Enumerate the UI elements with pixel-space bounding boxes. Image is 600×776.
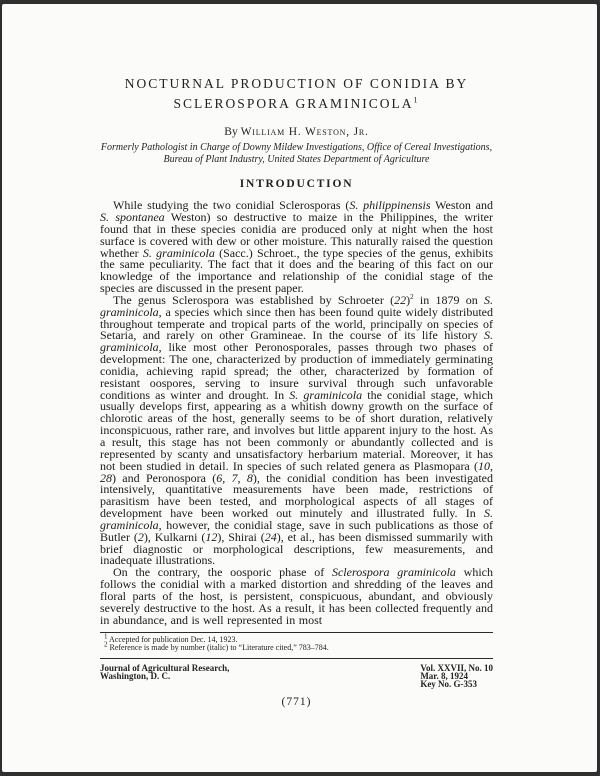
- paragraph-1: While studying the two conidial Sclerosporas (S. philippinensis Weston and S. spontanea Weston) so destructive to maize in the Philippines, the writer found that in these species conidia are produced only at night when the host surface is covered with dew or other moisture. This naturally raised the question whether S. graminicola (Sacc.) Schroet., the type species of the genus, exhibits the same peculiarity. The fact that it does and the bearing of this fact on our knowledge of the importance and relationship of the conidial stage of the species are discussed in the present paper.: [100, 198, 493, 296]
- page: [2, 4, 597, 772]
- volume-info: Vol. XXVII, No. 10: [420, 662, 493, 673]
- article-body: [100, 200, 493, 626]
- title-line-2: [100, 94, 493, 114]
- footer-left: [100, 664, 229, 688]
- section-heading-introduction: INTRODUCTION: [239, 178, 354, 191]
- title-line-1: NOCTURNAL PRODUCTION OF CONIDIA BY: [124, 76, 469, 91]
- journal-name: Journal of Agricultural Research,: [100, 662, 230, 673]
- paragraph-3: On the contrary, the oosporic phase of Sclerospora graminicola which follows the conidial with a marked distortion and shredding of the leaves and floral parts of the host, is persistent, conspicuous, abundant, and obviously severely destructive to the host. As a result, it has been collected frequently and in abundance, and is well represented in most: [100, 565, 493, 627]
- page-number: (771): [281, 695, 312, 708]
- footnote-1-marker: 1: [104, 631, 108, 640]
- author-name: William H. Weston, Jr.: [240, 126, 369, 139]
- footer-divider: [100, 658, 493, 659]
- title-footnote-ref: 1: [413, 95, 420, 105]
- date-info: Mar. 8, 1924: [420, 670, 468, 681]
- byline: [100, 126, 493, 138]
- footnotes: [100, 631, 493, 652]
- author-affiliation: Formerly Pathologist in Charge of Downy Mildew Investigations, Office of Cereal Investigations, Bureau of Plant Industry, United States Department of Agriculture: [100, 142, 493, 165]
- footnote-1-text: Accepted for publication Dec. 14, 1923.: [107, 634, 238, 644]
- footer-right: [420, 664, 493, 688]
- footnote-2-text: Reference is made by number (italic) to “Literature cited,” 783–784.: [107, 642, 329, 652]
- footnote-divider: [100, 632, 493, 633]
- journal-location: Washington, D. C.: [100, 670, 171, 681]
- article-content: [2, 74, 597, 708]
- page-footer: [100, 664, 493, 688]
- article-title: [100, 74, 493, 113]
- footnote-2-marker: 2: [104, 639, 108, 648]
- byline-prefix: By: [224, 126, 241, 139]
- title-line-2-text: SCLEROSPORA GRAMINICOLA: [173, 95, 414, 111]
- key-number: Key No. G-353: [420, 678, 478, 689]
- paragraph-2: The genus Sclerospora was established by Schroeter $(22)^2$ in 1879 on S. graminicola, a species which since then has been found quite widely distributed throughout temperate and tropical parts of the world, principally on species of Setaria, and rarely on other Gramineae. In the course of its life history S. graminicola, like most other Peronosporales, passes through two phases of development: The one, characterized by production of immediately germinating conidia, achieving rapid spread; the other, characterized by formation of resistant oospores, serving to insure survival through such unfavorable conditions as winter and drought. In S. graminicola the conidial stage, which usually develops first, appearing as a whitish downy growth on the surface of chlorotic areas of the host, generally seems to be of short duration, relatively inconspicuous, rather rare, and involves but little apparent injury to the host. As a result, this stage has not been commonly or abundantly collected and is represented by scanty and unsatisfactory herbarium material. Moreover, it has not been studied in detail. In species of such related genera as Plasmopara (10, 28) and Peronospora (6, 7, 8), the conidial condition has been investigated intensively, quantitative measurements have been made, restrictions of parasitism have been tested, and morphological aspects of all stages of development have been worked out minutely and illustrated fully. In S. graminicola, however, the conidial stage, save in such publications as those of Butler (2), Kulkarni (12), Shirai (24), et al., has been dismissed summarily with brief diagnostic or morphological descriptions, few measurements, and inadequate illustrations.: [100, 292, 494, 568]
